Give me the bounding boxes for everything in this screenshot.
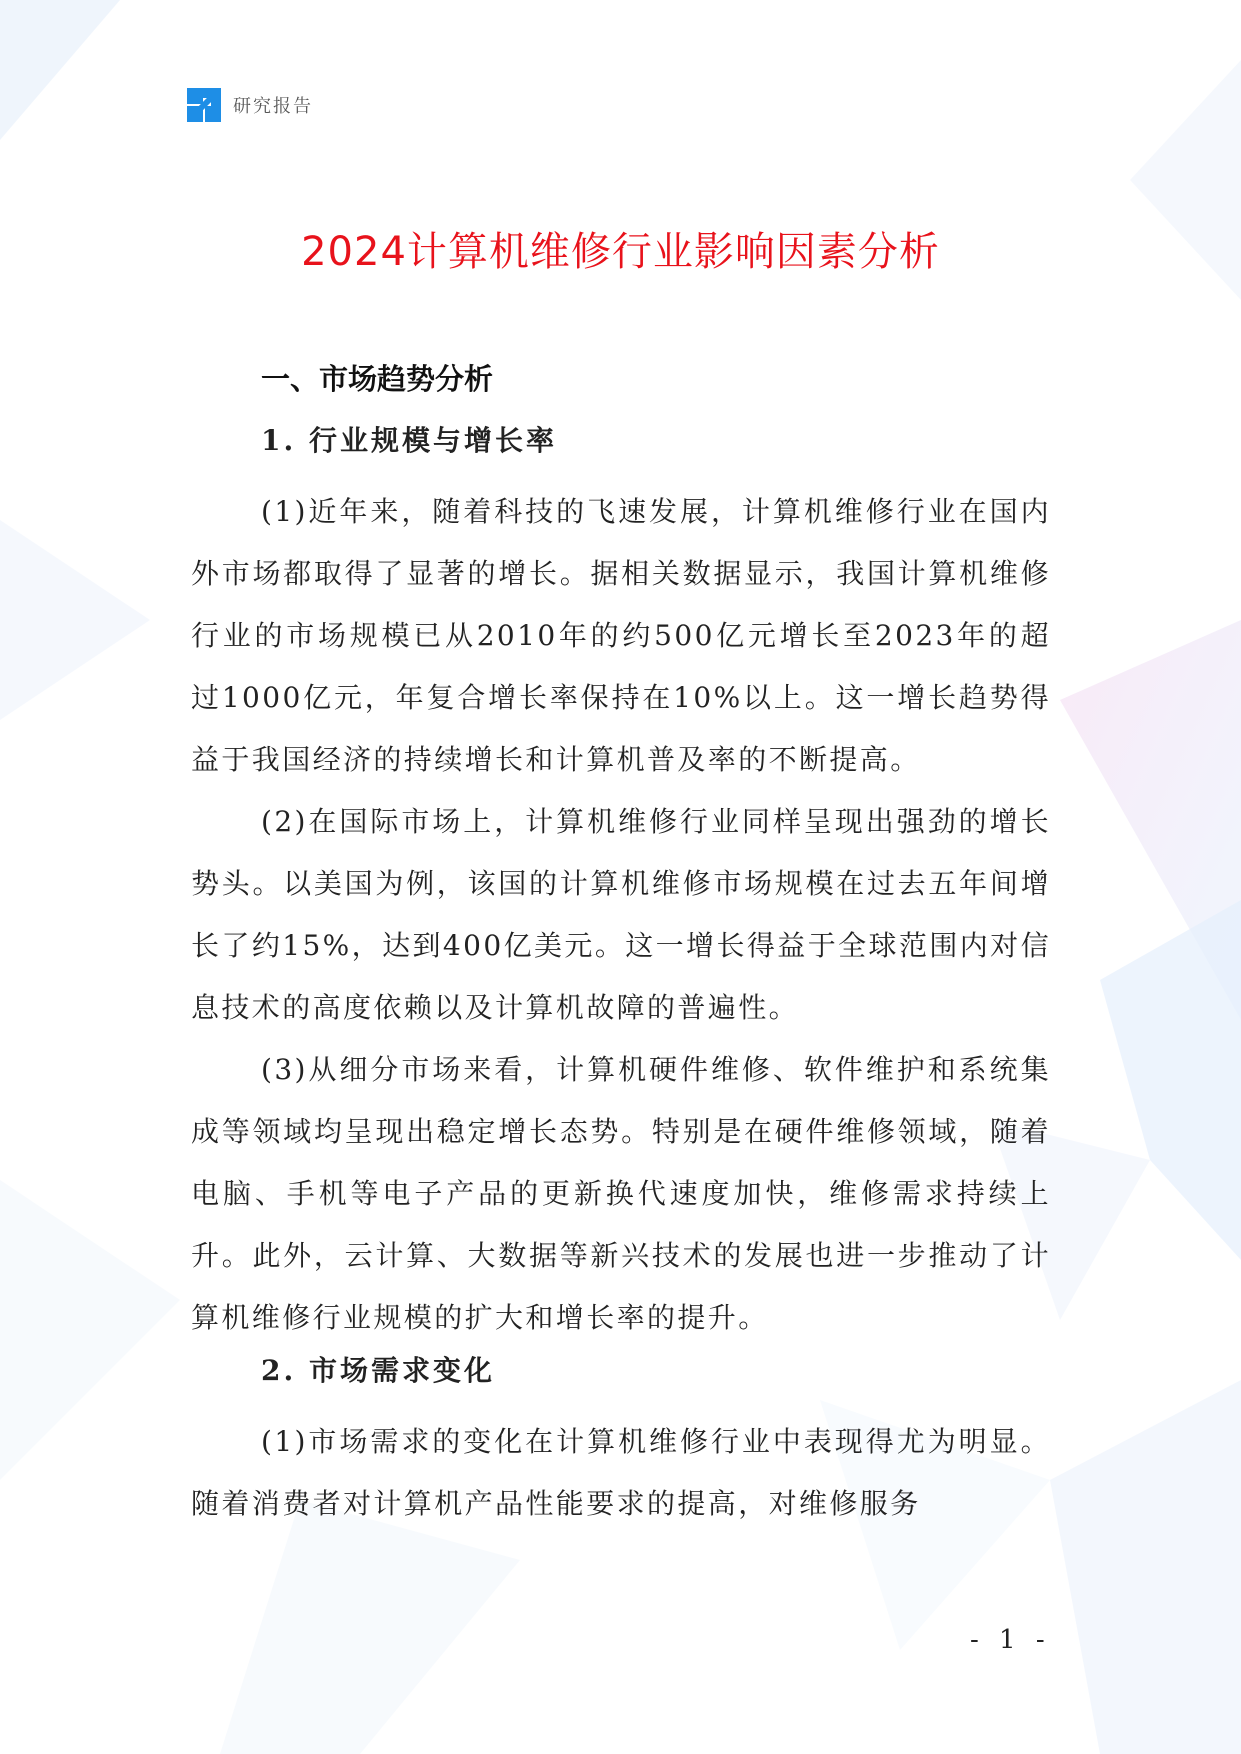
report-header [187, 88, 313, 122]
paragraph: (3)从细分市场来看，计算机硬件维修、软件维护和系统集成等领域均呈现出稳定增长态势。特别是在硬件维修领域，随着电脑、手机等电子产品的更新换代速度加快，维修需求持续上升。此外，云计算、大数据等新兴技术的发展也进一步推动了计算机维修行业规模的扩大和增长率的提升。 [191, 1053, 1051, 1334]
paragraph: (2)在国际市场上，计算机维修行业同样呈现出强劲的增长势头。以美国为例，该国的计算机维修市场规模在过去五年间增长了约15%，达到400亿美元。这一增长得益于全球范围内对信息技术的高度依赖以及计算机故障的普遍性。 [191, 805, 1051, 1024]
paragraph: (1)市场需求的变化在计算机维修行业中表现得尤为明显。随着消费者对计算机产品性能要求的提高，对维修服务 [191, 1425, 1051, 1520]
arrow-logo-icon [187, 88, 221, 122]
section-heading: 一、市场趋势分析 [261, 362, 494, 396]
header-label: 研究报告 [233, 96, 313, 117]
document-body [191, 357, 1051, 1535]
document-title: 2024计算机维修行业影响因素分析 [301, 229, 940, 275]
subsection-heading: 1. 行业规模与增长率 [261, 424, 557, 457]
paragraph: (1)近年来，随着科技的飞速发展，计算机维修行业在国内外市场都取得了显著的增长。据相关数据显示，我国计算机维修行业的市场规模已从2010年的约500亿元增长至2023年的超过1000亿元，年复合增长率保持在10%以上。这一增长趋势得益于我国经济的持续增长和计算机普及率的不断提高。 [191, 495, 1051, 776]
subsection-heading: 2. 市场需求变化 [261, 1354, 495, 1387]
page-number: - 1 - [970, 1625, 1051, 1655]
